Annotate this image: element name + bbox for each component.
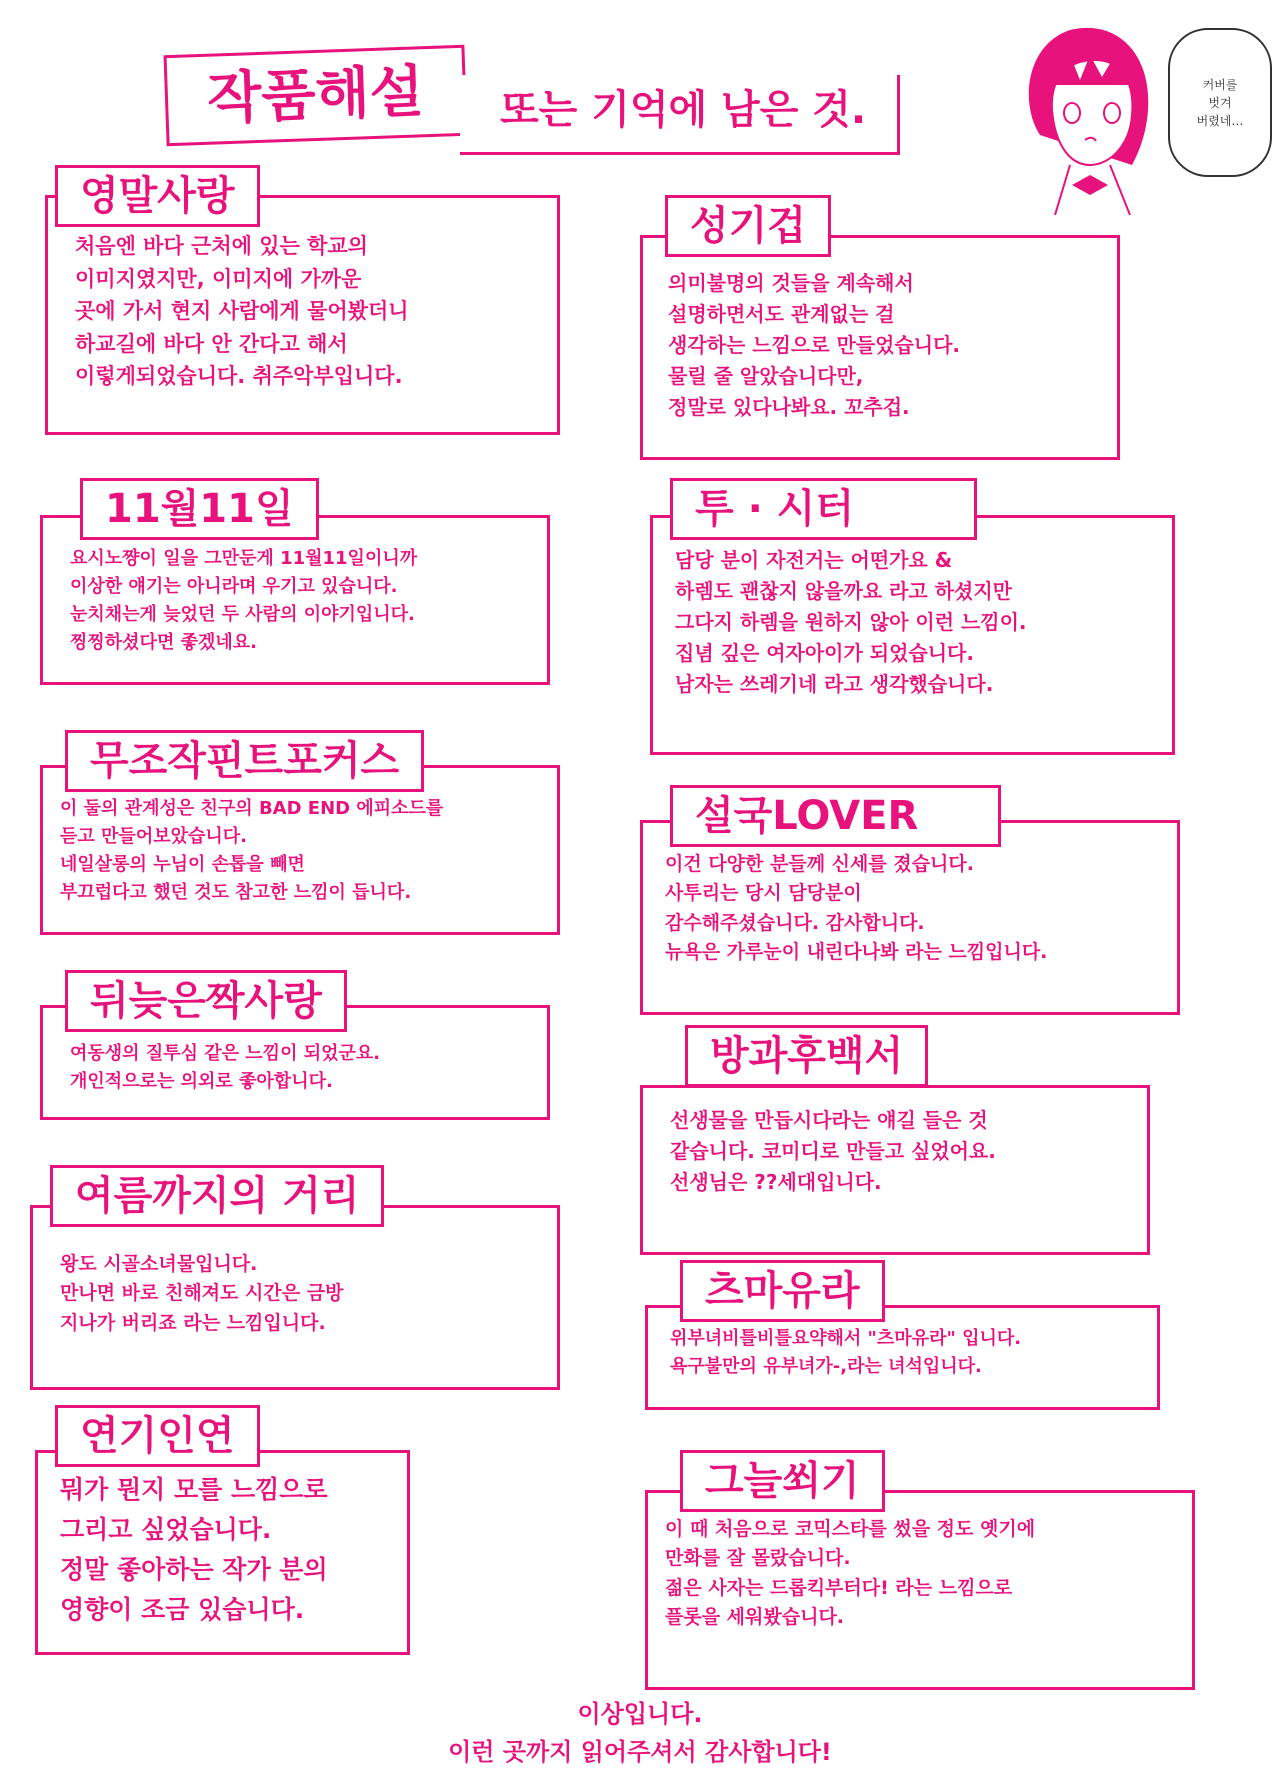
page-subtitle: 또는 기억에 남은 것. (500, 87, 867, 133)
left-label-3: 무조작핀트포커스 (65, 730, 424, 792)
left-text-1: 처음엔 바다 근처에 있는 학교의 이미지였지만, 이미지에 가까운 곳에 가서 현지 사람에게 물어봤더니 하교길에 바다 안 간다고 해서 이렇게되었습니다. 취주악부입니다. (75, 234, 409, 389)
page-title (164, 45, 468, 146)
right-text-6: 이 때 처음으로 코믹스타를 썼을 정도 옛기에 만화를 잘 몰랐습니다. 젊은 사자는 드롭킥부터다! 라는 느낌으로 플롯을 세워봤습니다. (665, 1518, 1036, 1629)
right-label-2: 투 · 시터 (670, 478, 977, 540)
right-label-6: 그늘쐬기 (680, 1450, 885, 1512)
right-text-2: 담당 분이 자전거는 어떤가요 & 하렘도 괜찮지 않을까요 라고 하셨지만 그다지 하렘을 원하지 않아 이런 느낌이. 집념 깊은 여자아이가 되었습니다. 남자는 쓰레기네 라고 생각했습니다. (675, 548, 1027, 696)
speech-bubble: 커버를 벗겨 버렸네… (1168, 28, 1272, 177)
left-label-2: 11월11일 (80, 478, 319, 540)
left-label-1: 영말사랑 (55, 165, 260, 227)
page-title-text: 작품해설 (206, 58, 425, 132)
left-text-4: 여동생의 질투심 같은 느낌이 되었군요. 개인적으로는 의외로 좋아합니다. (70, 1043, 381, 1092)
girl-illustration (1010, 15, 1170, 215)
left-label-6: 연기인연 (55, 1405, 260, 1467)
left-text-5: 왕도 시골소녀물입니다. 만나면 바로 친해져도 시간은 금방 지나가 버리죠 라는 느낌입니다. (60, 1253, 344, 1334)
right-label-4: 방과후백서 (685, 1025, 928, 1087)
right-text-3: 이건 다양한 분들께 신세를 졌습니다. 사투리는 당시 담당분이 감수해주셨습니다. 감사합니다. 뉴욕은 가루눈이 내린다나봐 라는 느낌입니다. (665, 853, 1048, 964)
right-label-5: 츠마유라 (680, 1260, 885, 1322)
right-label-3: 설국LOVER (670, 785, 1001, 847)
right-text-1: 의미불명의 것들을 계속해서 설명하면서도 관계없는 걸 생각하는 느낌으로 만들었습니다. 물릴 줄 알았습니다만, 정말로 있다나봐요. 꼬추겁. (668, 271, 961, 419)
left-label-4: 뒤늦은짝사랑 (65, 970, 347, 1032)
right-label-1: 성기겁 (665, 195, 831, 257)
left-text-6: 뭐가 뭔지 모를 느낌으로 그리고 싶었습니다. 정말 좋아하는 작가 분의 영향이 조금 있습니다. (60, 1475, 328, 1624)
closing-message: 이상입니다. 이런 곳까지 읽어주셔서 감사합니다! (448, 1700, 832, 1767)
left-text-3: 이 둘의 관계성은 친구의 BAD END 에피소드를 듣고 만들어보았습니다. 네일살롱의 누님이 손톱을 빼면 부끄럽다고 했던 것도 참고한 느낌이 듭니다. (60, 798, 444, 903)
right-text-4: 선생물을 만듭시다라는 얘길 들은 것 같습니다. 코미디로 만들고 싶었어요. 선생님은 ??세대입니다. (670, 1108, 996, 1194)
right-text-5: 위부녀비틀비틀요약해서 "츠마유라" 입니다. 욕구불만의 유부녀가-,라는 녀석입니다. (670, 1328, 1022, 1377)
left-text-2: 요시노쨩이 일을 그만둔게 11월11일이니까 이상한 얘기는 아니라며 우기고 있습니다. 눈치채는게 늦었던 두 사람의 이야기입니다. 찡찡하셨다면 좋겠네요. (70, 548, 418, 653)
left-label-5: 여름까지의 거리 (50, 1165, 384, 1227)
